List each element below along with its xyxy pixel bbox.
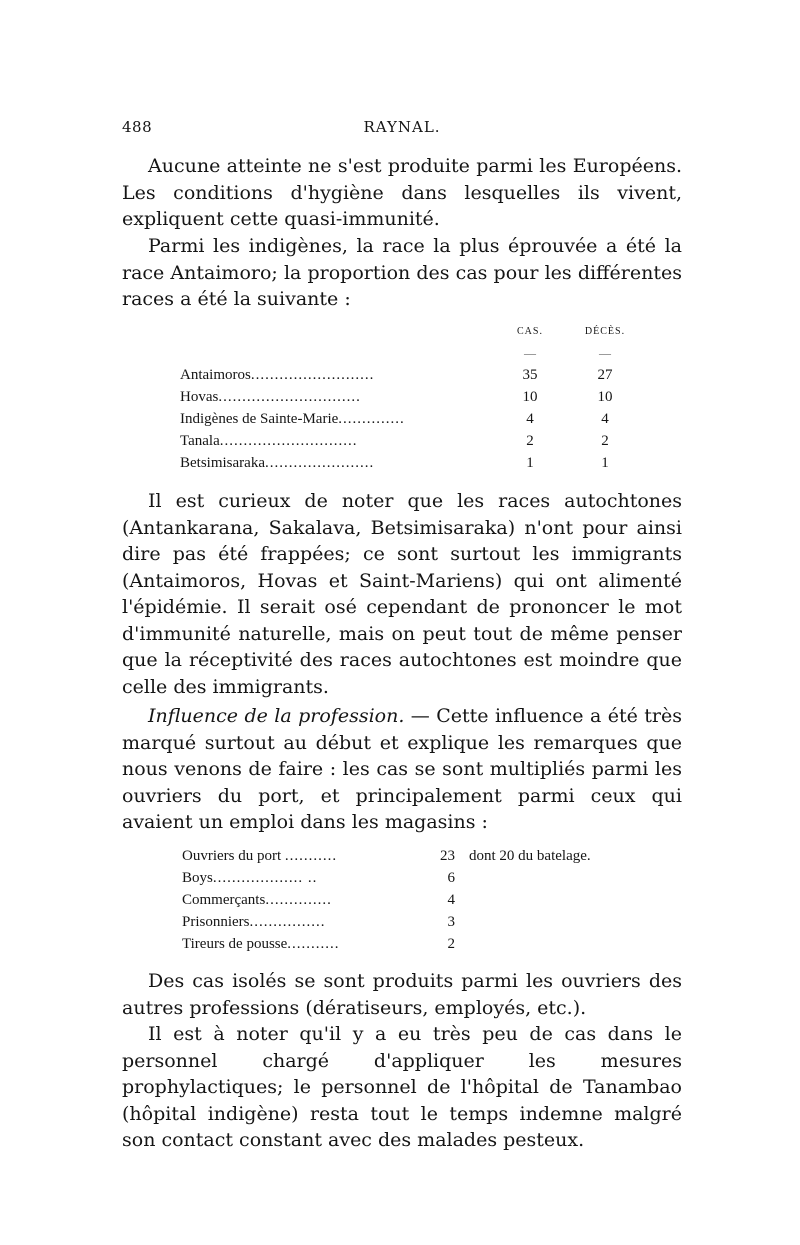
paragraph-profession: [122, 703, 682, 836]
cas-value: 1: [526, 454, 534, 471]
row-label: Hovas..............................: [180, 388, 361, 405]
row-note: dont 20 du batelage.: [469, 847, 591, 864]
row-label: Betsimisaraka.......................: [180, 454, 375, 471]
paragraph-personnel: Il est à noter qu'il y a eu très peu de cas dans le personnel chargé d'appliquer les mesures prophylactiques; le personnel de l'hôpital de Tanambao (hôpital indigène) resta tout le temps indemne malgré son contact constant avec des malades pesteux.: [122, 1023, 682, 1151]
cas-value: 10: [522, 388, 538, 405]
profession-table: [182, 845, 622, 955]
table-row: [182, 933, 622, 955]
section-heading-italic: Influence de la profession.: [148, 705, 405, 727]
page-number: 488: [122, 118, 153, 136]
row-label: Antaimoros..........................: [180, 366, 375, 383]
cas-value: 2: [526, 432, 534, 449]
deces-value: 2: [601, 432, 609, 449]
paragraph-isolated-cases: Des cas isolés se sont produits parmi les ouvriers des autres professions (dératiseurs, employés, etc.).: [122, 970, 682, 1019]
row-label: Indigènes de Sainte-Marie..............: [180, 410, 405, 427]
case-count: 3: [447, 913, 455, 930]
table-row: [182, 867, 622, 889]
paragraph-europeans: Aucune atteinte ne s'est produite parmi les Européens. Les conditions d'hygiène dans lesquelles ils vivent, expliquent cette quasi-immunité.: [122, 155, 682, 230]
case-count: 2: [447, 935, 455, 952]
case-count: 23: [440, 847, 455, 864]
page-header: [122, 118, 682, 142]
paragraph-indigenes: Parmi les indigènes, la race la plus éprouvée a été la race Antaimoro; la proportion des cas pour les différentes races a été la suivante :: [122, 235, 682, 310]
row-label: Tireurs de pousse...........: [182, 935, 340, 952]
running-title: RAYNAL.: [363, 118, 441, 136]
table-row: [180, 386, 650, 408]
row-label: Boys................... ..: [182, 869, 318, 886]
paragraph-profession-text: — Cette influence a été très marqué surtout au début et explique les remarques que nous venons de faire : les cas se sont multipliés parmi les ouvriers du port, et principalement parmi ceux qui avaient un emploi dans les magasins :: [122, 705, 682, 833]
cas-value: 35: [522, 366, 538, 383]
table-row: [182, 889, 622, 911]
deces-value: 27: [597, 366, 613, 383]
race-table: [180, 320, 650, 474]
col-header-deces: DÉCÈS.: [584, 325, 626, 337]
table-row: [180, 408, 650, 430]
table-row: [182, 845, 622, 867]
deces-value: 4: [601, 410, 609, 427]
case-count: 6: [447, 869, 455, 886]
deces-value: 1: [601, 454, 609, 471]
header-rule: —: [599, 345, 611, 360]
row-label: Tanala.............................: [180, 432, 358, 449]
table-row: [182, 911, 622, 933]
row-label: Commerçants..............: [182, 891, 332, 908]
col-header-cas: CAS.: [517, 325, 543, 337]
table-row: [180, 364, 650, 386]
header-rule: —: [524, 345, 536, 360]
table-row: [180, 430, 650, 452]
deces-value: 10: [597, 388, 613, 405]
case-count: 4: [447, 891, 455, 908]
row-label: Ouvriers du port ...........: [182, 847, 338, 864]
table-row: [180, 452, 650, 474]
paragraph-autochtones: Il est curieux de noter que les races autochtones (Antankarana, Sakalava, Betsimisaraka) n'ont pour ainsi dire pas été frappées; ce sont surtout les immigrants (Antaimoros, Hovas et Saint-Mariens) qui ont alimenté l'épidémie. Il serait osé cependant de prononcer le mot d'immunité naturelle, mais on peut tout de même penser que la réceptivité des races autochtones est moindre que celle des immigrants.: [122, 490, 682, 698]
cas-value: 4: [526, 410, 534, 427]
row-label: Prisonniers................: [182, 913, 326, 930]
